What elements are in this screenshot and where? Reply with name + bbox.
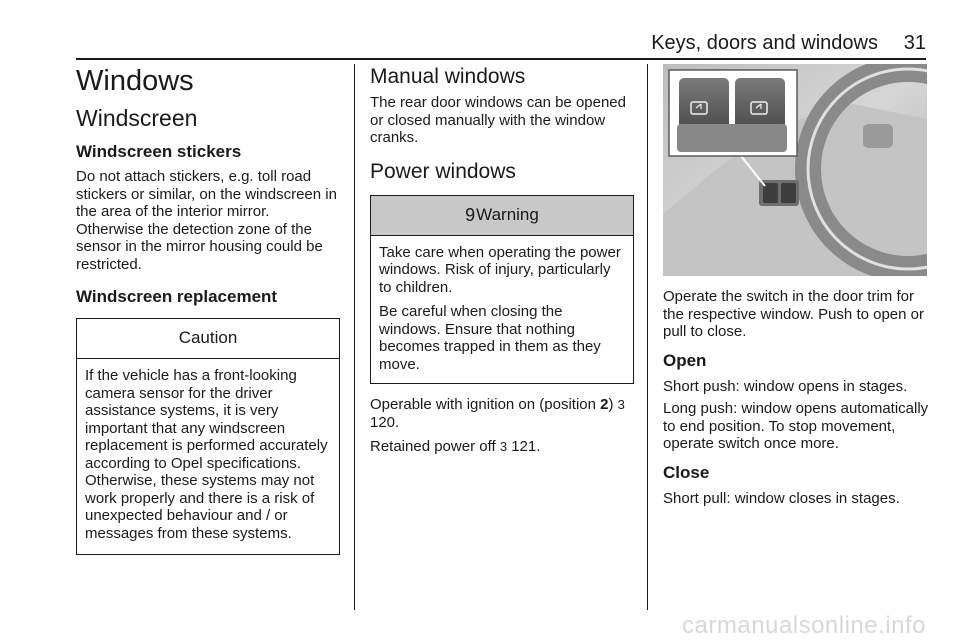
warning-title: Warning	[476, 204, 539, 224]
paragraph: Retained power off 3 121.	[370, 438, 541, 455]
column-divider	[354, 64, 355, 610]
caution-title: Caution	[77, 319, 339, 359]
paragraph: The rear door windows can be opened or closed manually with the window cranks.	[370, 94, 626, 146]
warning-text: Be careful when closing the windows. Ensure that nothing becomes trapped in them as they move.	[379, 303, 601, 373]
paragraph: Short pull: window closes in stages.	[663, 489, 900, 507]
page-title: Windows	[76, 65, 194, 97]
warning-box	[370, 195, 634, 385]
paragraph: Short push: window opens in stages.	[663, 377, 908, 395]
warning-header	[371, 196, 633, 236]
page-number: 31	[903, 32, 926, 54]
paragraph: Do not attach stickers, e.g. toll road stickers or similar, on the windscreen in the area of the interior mirror. Otherwise the detection zone of the sensor in the mirror housing could be restricted.	[76, 168, 337, 273]
column-divider	[647, 64, 648, 610]
paragraph: Operable with ignition on (position 2) 3 120.	[370, 396, 625, 431]
column-1	[76, 64, 340, 555]
window-switch-illustration	[663, 64, 927, 276]
header-title: Keys, doors and windows	[651, 32, 878, 54]
section-heading: Windscreen	[76, 105, 198, 131]
watermark: carmanualsonline.info	[682, 612, 926, 639]
image-caption: Operate the switch in the door trim for the respective window. Push to open or pull to close.	[663, 288, 924, 340]
window-switch-photo	[663, 64, 927, 276]
section-heading: Manual windows	[370, 65, 526, 88]
caution-box	[76, 318, 340, 555]
subsection-heading: Windscreen stickers	[76, 142, 242, 161]
subsection-heading: Close	[663, 462, 710, 482]
section-heading: Power windows	[370, 159, 516, 183]
warning-icon: 9	[465, 204, 476, 225]
page-reference-icon: 3	[617, 397, 625, 412]
column-2	[370, 64, 634, 456]
caution-text: If the vehicle has a front-looking camera sensor for the driver assistance systems, it is very important that any windscreen replacement is performed accurately according to Opel specifications. Otherwise, these systems may not work properly and there is a risk of unexpected behaviour and / or messages from these systems.	[85, 367, 328, 542]
paragraph: Long push: window opens automatically to end position. To stop movement, operate switch once more.	[663, 400, 929, 452]
page-reference-icon: 3	[499, 439, 508, 454]
column-3	[663, 64, 929, 507]
warning-text: Take care when operating the power windows. Risk of injury, particularly to children.	[379, 243, 621, 296]
header-rule	[76, 58, 926, 60]
subsection-heading: Open	[663, 350, 707, 370]
subsection-heading: Windscreen replacement	[76, 287, 278, 306]
